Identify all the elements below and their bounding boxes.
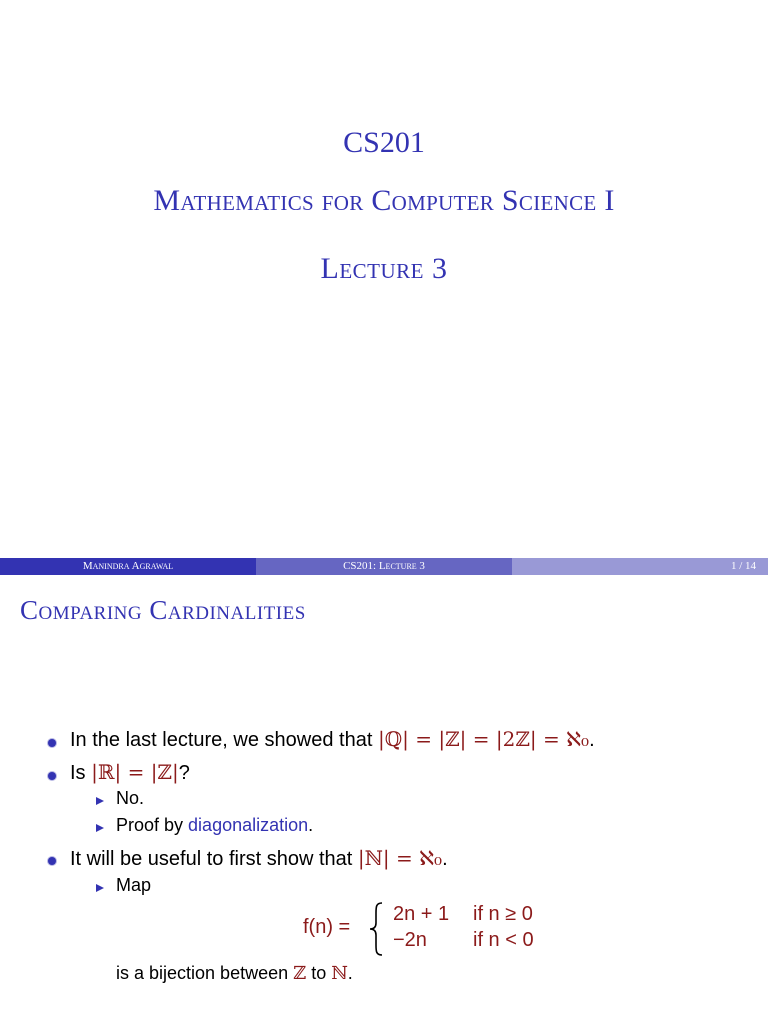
sub-item-map: Map: [116, 875, 152, 895]
case2-expr: −2n: [393, 929, 427, 951]
last-math-a: ℤ: [293, 963, 307, 984]
bullet-icon: [48, 739, 56, 747]
course-code: CS201: [343, 126, 425, 159]
lecture-label: Lecture 3: [320, 252, 448, 285]
sub2-text: Proof by: [116, 815, 189, 835]
bullet-icon: [48, 857, 56, 865]
last-text-a: is a bijection between: [116, 963, 294, 983]
bullet-item-1: [70, 727, 595, 752]
course-title: Mathematics for Computer Science I: [153, 184, 615, 217]
sub-item-no: No.: [116, 788, 145, 808]
bullet-icon: [48, 772, 56, 780]
bullet2-text: Is: [70, 762, 92, 784]
case1-expr: 2n + 1: [393, 903, 450, 925]
case1-condition: if n ≥ 0: [473, 903, 533, 925]
case-2: [393, 929, 534, 952]
footer-bar: [0, 558, 768, 575]
slide-comparing-cardinalities: [0, 575, 768, 1024]
bullet1-end: .: [589, 729, 595, 751]
frame-title: Comparing Cardinalities: [20, 595, 306, 625]
bullet-item-3: [70, 846, 448, 871]
triangle-bullet-icon: [96, 824, 104, 832]
last-text-b: to: [306, 963, 332, 983]
last-end: .: [347, 963, 353, 983]
triangle-bullet-icon: [96, 797, 104, 805]
bullet1-text: In the last lecture, we showed that: [70, 729, 378, 751]
case2-condition: if n < 0: [473, 929, 534, 951]
bullet3-text: It will be useful to first show that: [70, 848, 358, 870]
bullet2-end: ?: [178, 762, 190, 784]
diagonalization-link[interactable]: diagonalization: [188, 815, 309, 835]
bullet1-math: |ℚ| = |ℤ| = |2ℤ| = ℵ₀: [377, 727, 590, 751]
footer-author: Manindra Agrawal: [0, 558, 256, 575]
sub2-end: .: [308, 815, 314, 835]
bullet3-math: |ℕ| = ℵ₀: [357, 846, 443, 870]
bullet-item-2: [70, 760, 190, 785]
footer-page-number: 1 / 14: [512, 558, 768, 575]
triangle-bullet-icon: [96, 884, 104, 892]
last-math-b: ℕ: [331, 963, 348, 984]
footer-title: CS201: Lecture 3: [256, 558, 512, 575]
formula-lhs: f(n) =: [303, 916, 351, 938]
case-1: [393, 903, 533, 926]
bijection-statement: [116, 963, 353, 984]
bullet2-math: |ℝ| = |ℤ|: [91, 760, 179, 784]
bullet3-end: .: [442, 848, 448, 870]
left-brace-icon: [367, 901, 387, 957]
sub-item-proof: [116, 815, 313, 836]
